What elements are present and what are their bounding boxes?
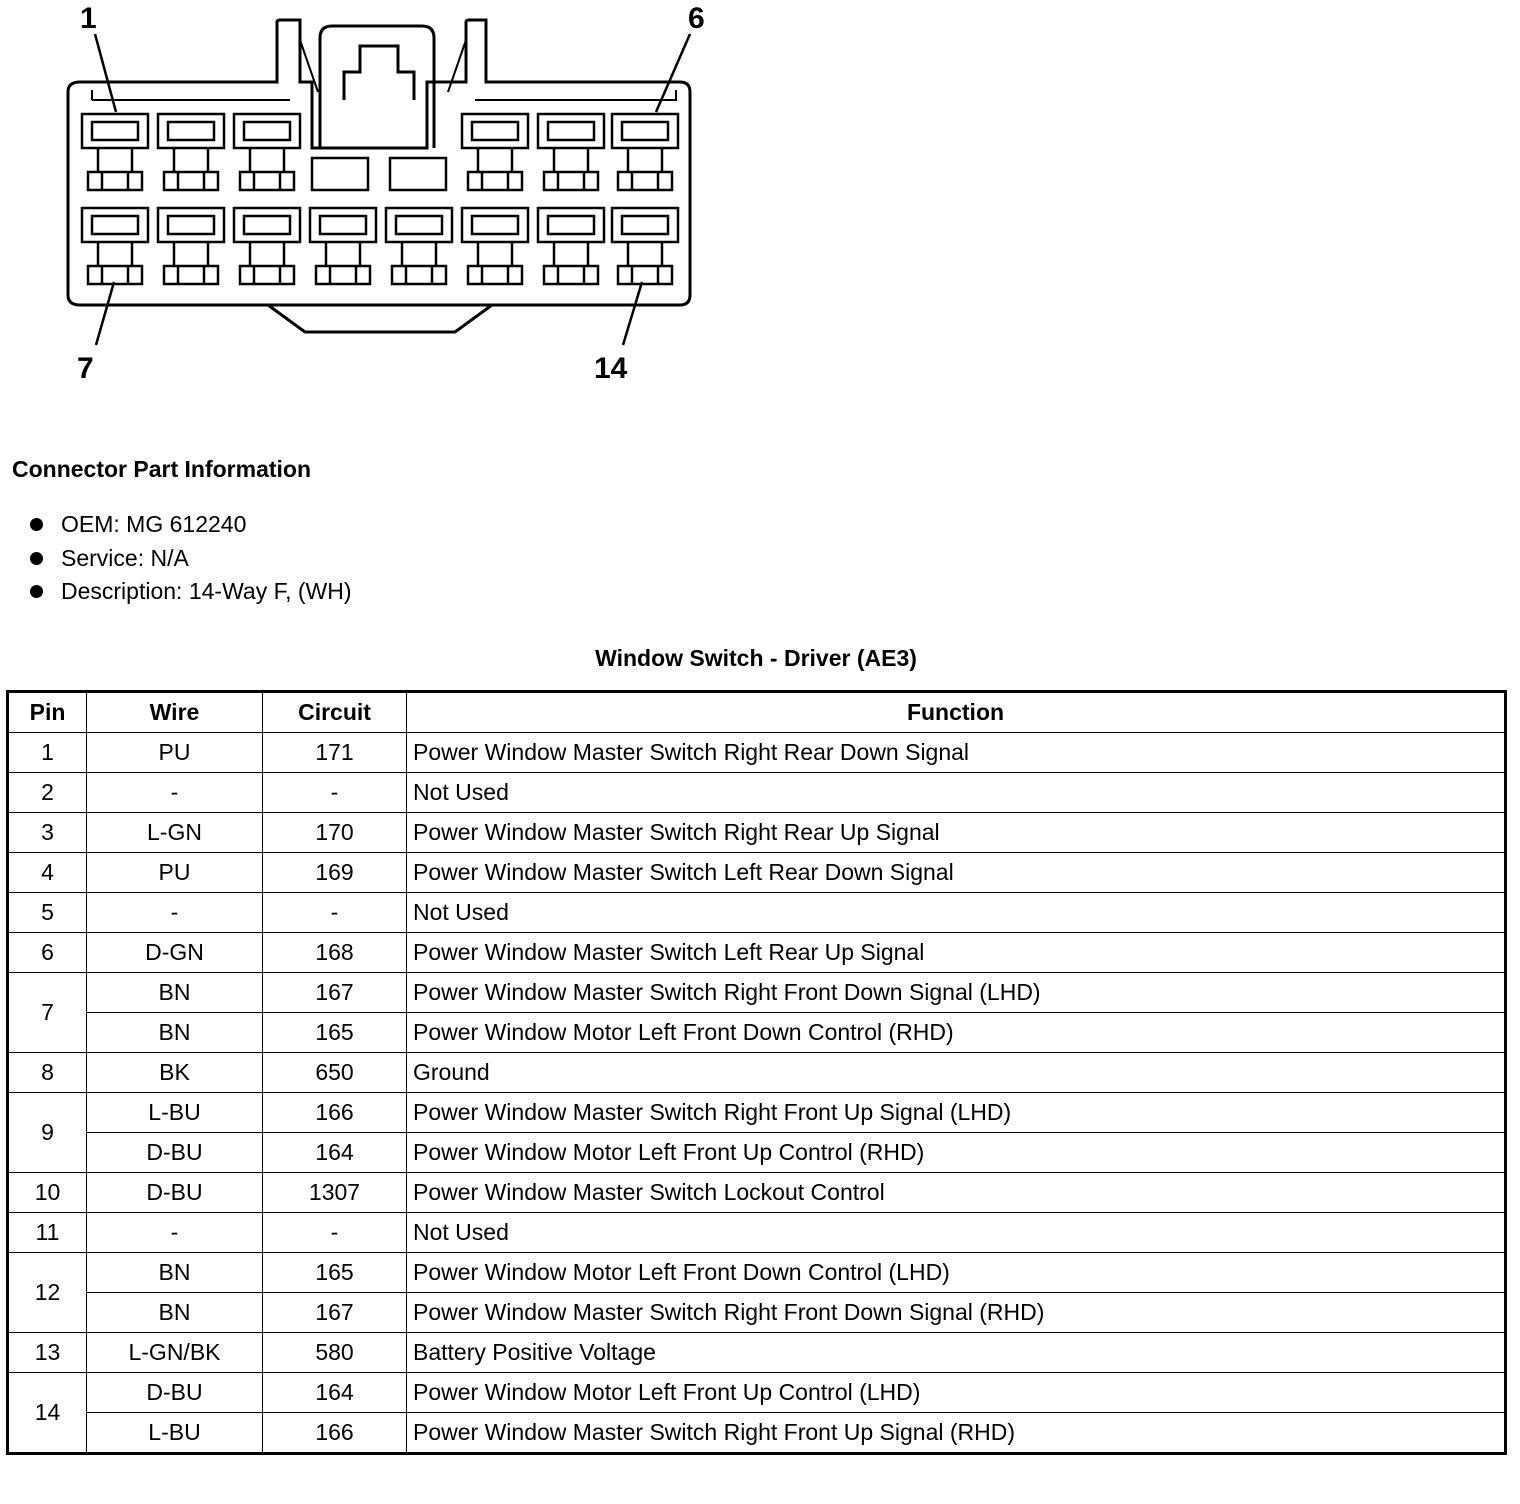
table-row (8, 1013, 1506, 1053)
table-row (8, 1333, 1506, 1373)
cell-function: Power Window Master Switch Right Front Up Signal (RHD) (407, 1413, 1506, 1454)
terminal-cavity (462, 114, 528, 190)
cell-circuit: 164 (263, 1373, 407, 1413)
cell-function: Power Window Master Switch Left Rear Down Signal (407, 853, 1506, 893)
terminal-cavity (82, 208, 148, 284)
cell-circuit: 166 (263, 1413, 407, 1454)
table-title: Window Switch - Driver (AE3) (595, 645, 917, 671)
cell-pin: 8 (8, 1053, 87, 1093)
connector-housing (68, 20, 690, 305)
cell-circuit: 166 (263, 1093, 407, 1133)
bullet-icon (30, 518, 43, 531)
cell-wire: - (87, 1213, 263, 1253)
header-circuit: Circuit (263, 692, 407, 733)
table-row (8, 773, 1506, 813)
table-row (8, 1213, 1506, 1253)
cell-circuit: 580 (263, 1333, 407, 1373)
cell-pin: 13 (8, 1333, 87, 1373)
cell-pin: 7 (8, 973, 87, 1053)
cell-pin: 2 (8, 773, 87, 813)
cell-circuit: 167 (263, 1293, 407, 1333)
info-item (30, 542, 352, 576)
info-item (30, 508, 352, 542)
cell-wire: L-BU (87, 1413, 263, 1454)
cell-circuit: 170 (263, 813, 407, 853)
info-item (30, 575, 352, 609)
cell-function: Power Window Master Switch Right Rear Up Signal (407, 813, 1506, 853)
cell-wire: BN (87, 973, 263, 1013)
cell-circuit: 165 (263, 1253, 407, 1293)
cell-pin: 14 (8, 1373, 87, 1454)
terminal-cavity (234, 114, 300, 190)
connector-diagram (0, 0, 760, 400)
cell-function: Power Window Motor Left Front Down Control (RHD) (407, 1013, 1506, 1053)
connector-key (268, 305, 492, 332)
connector-info-list (30, 508, 352, 609)
terminal-cavity (612, 114, 678, 190)
info-item-text: Service: N/A (61, 544, 189, 571)
cell-function: Not Used (407, 893, 1506, 933)
table-row (8, 813, 1506, 853)
cell-circuit: - (263, 893, 407, 933)
cell-function: Power Window Master Switch Right Front Down Signal (LHD) (407, 973, 1506, 1013)
bullet-icon (30, 552, 43, 565)
cell-pin: 5 (8, 893, 87, 933)
table-row (8, 1373, 1506, 1413)
terminal-cavity (310, 208, 376, 284)
info-item-text: OEM: MG 612240 (61, 511, 247, 537)
cell-circuit: 165 (263, 1013, 407, 1053)
table-row (8, 973, 1506, 1013)
table-row (8, 1053, 1506, 1093)
bullet-icon (30, 585, 43, 598)
pinout-table (6, 690, 1507, 1455)
cell-function: Not Used (407, 1213, 1506, 1253)
cell-pin: 9 (8, 1093, 87, 1173)
terminal-cavity (234, 208, 300, 284)
cell-wire: BN (87, 1253, 263, 1293)
terminal-cavity (538, 208, 604, 284)
cell-wire: - (87, 893, 263, 933)
cell-function: Power Window Master Switch Right Front Up Signal (LHD) (407, 1093, 1506, 1133)
terminal-cavity (158, 208, 224, 284)
terminal-cavity (386, 208, 452, 284)
blank-cavity (312, 158, 368, 190)
cell-circuit: 1307 (263, 1173, 407, 1213)
cell-pin: 1 (8, 733, 87, 773)
table-row (8, 933, 1506, 973)
cell-pin: 6 (8, 933, 87, 973)
cell-pin: 12 (8, 1253, 87, 1333)
cell-wire: PU (87, 733, 263, 773)
pin-label-7: 7 (77, 352, 94, 385)
cell-wire: BN (87, 1013, 263, 1053)
table-header-row (8, 692, 1506, 733)
cell-wire: D-BU (87, 1133, 263, 1173)
blank-cavity (390, 158, 446, 190)
cell-wire: - (87, 773, 263, 813)
cell-function: Power Window Master Switch Lockout Control (407, 1173, 1506, 1213)
cell-function: Power Window Motor Left Front Up Control (LHD) (407, 1373, 1506, 1413)
section-title: Connector Part Information (12, 456, 312, 482)
cell-function: Power Window Motor Left Front Up Control (RHD) (407, 1133, 1506, 1173)
table-row (8, 1253, 1506, 1293)
cell-wire: D-BU (87, 1373, 263, 1413)
cell-function: Battery Positive Voltage (407, 1333, 1506, 1373)
table-row (8, 733, 1506, 773)
cell-function: Power Window Master Switch Right Front Down Signal (RHD) (407, 1293, 1506, 1333)
cell-circuit: 168 (263, 933, 407, 973)
table-row (8, 1093, 1506, 1133)
table-row (8, 1133, 1506, 1173)
cell-wire: PU (87, 853, 263, 893)
cell-circuit: 167 (263, 973, 407, 1013)
table-row (8, 853, 1506, 893)
terminal-cavity (462, 208, 528, 284)
table-row (8, 893, 1506, 933)
cell-function: Power Window Motor Left Front Down Control (LHD) (407, 1253, 1506, 1293)
cell-wire: BN (87, 1293, 263, 1333)
cell-wire: L-GN (87, 813, 263, 853)
cell-pin: 11 (8, 1213, 87, 1253)
cell-circuit: - (263, 1213, 407, 1253)
terminal-cavity (538, 114, 604, 190)
cell-pin: 10 (8, 1173, 87, 1213)
pin-label-1: 1 (80, 2, 97, 35)
terminal-cavity (612, 208, 678, 284)
header-wire: Wire (87, 692, 263, 733)
cell-function: Power Window Master Switch Left Rear Up Signal (407, 933, 1506, 973)
header-pin: Pin (8, 692, 87, 733)
cell-wire: BK (87, 1053, 263, 1093)
cell-circuit: 650 (263, 1053, 407, 1093)
cell-circuit: 171 (263, 733, 407, 773)
cell-circuit: 164 (263, 1133, 407, 1173)
cell-pin: 3 (8, 813, 87, 853)
cell-function: Not Used (407, 773, 1506, 813)
cell-function: Ground (407, 1053, 1506, 1093)
table-row (8, 1173, 1506, 1213)
cell-pin: 4 (8, 853, 87, 893)
terminal-cavity (158, 114, 224, 190)
cell-circuit: 169 (263, 853, 407, 893)
connector-latch (320, 26, 434, 148)
header-function: Function (407, 692, 1506, 733)
terminal-cavity (82, 114, 148, 190)
table-row (8, 1293, 1506, 1333)
table-row (8, 1413, 1506, 1454)
cell-wire: L-BU (87, 1093, 263, 1133)
pin-label-6: 6 (688, 2, 705, 35)
cell-wire: D-BU (87, 1173, 263, 1213)
cell-wire: L-GN/BK (87, 1333, 263, 1373)
cell-wire: D-GN (87, 933, 263, 973)
cell-circuit: - (263, 773, 407, 813)
pin-label-14: 14 (594, 352, 628, 385)
info-item-text: Description: 14-Way F, (WH) (61, 578, 352, 604)
cell-function: Power Window Master Switch Right Rear Down Signal (407, 733, 1506, 773)
